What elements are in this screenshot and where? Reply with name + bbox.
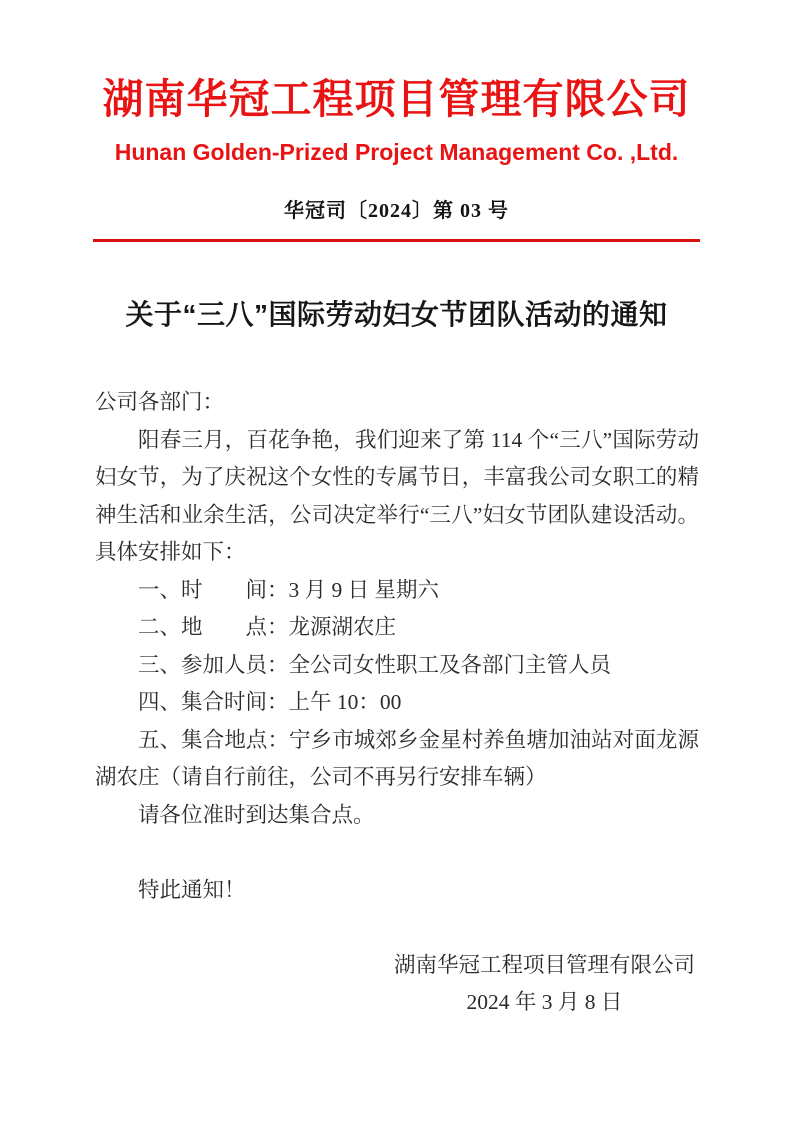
closing-line: 特此通知！ [138, 877, 246, 902]
signature-date: 2024 年 3 月 8 日 [466, 990, 623, 1014]
list-item-assembly-time: 四、集合时间：上午 10：00 [138, 690, 402, 714]
list-item-place: 二、地 点：龙源湖农庄 [138, 615, 397, 639]
document-number: 华冠司〔2024〕第 03 号 [284, 200, 509, 222]
company-name-chinese: 湖南华冠工程项目管理有限公司 [102, 76, 691, 122]
signature-block [394, 947, 695, 1022]
intro-paragraph: 阳春三月，百花争艳，我们迎来了第 114 个“三八”国际劳动妇女节，为了庆祝这个女性的专属节日，丰富我公司女职工的精神生活和业余生活，公司决定举行“三八”妇女节团队建设活动。具体安排如下： [95, 427, 699, 564]
letterhead-divider-rule [93, 239, 700, 242]
notice-title: 关于“三八”国际劳动妇女节团队活动的通知 [125, 299, 668, 330]
list-item-time: 一、时 间：3 月 9 日 星期六 [138, 577, 440, 602]
signature-area [95, 947, 699, 1022]
list-item-participants: 三、参加人员：全公司女性职工及各部门主管人员 [138, 652, 612, 677]
blank-line [95, 909, 699, 947]
reminder-line: 请各位准时到达集合点。 [138, 802, 375, 827]
list-item-assembly-place: 五、集合地点：宁乡市城郊乡金星村养鱼塘加油站对面龙源湖农庄（请自行前往，公司不再另行安排车辆） [95, 727, 699, 789]
letterhead [0, 0, 793, 242]
blank-line [95, 834, 699, 872]
signature-company-name: 湖南华冠工程项目管理有限公司 [393, 952, 695, 977]
company-name-english: Hunan Golden-Prized Project Management Co. ,Ltd. [114, 139, 679, 165]
notice-body [95, 384, 699, 1022]
salutation: 公司各部门： [95, 390, 225, 414]
